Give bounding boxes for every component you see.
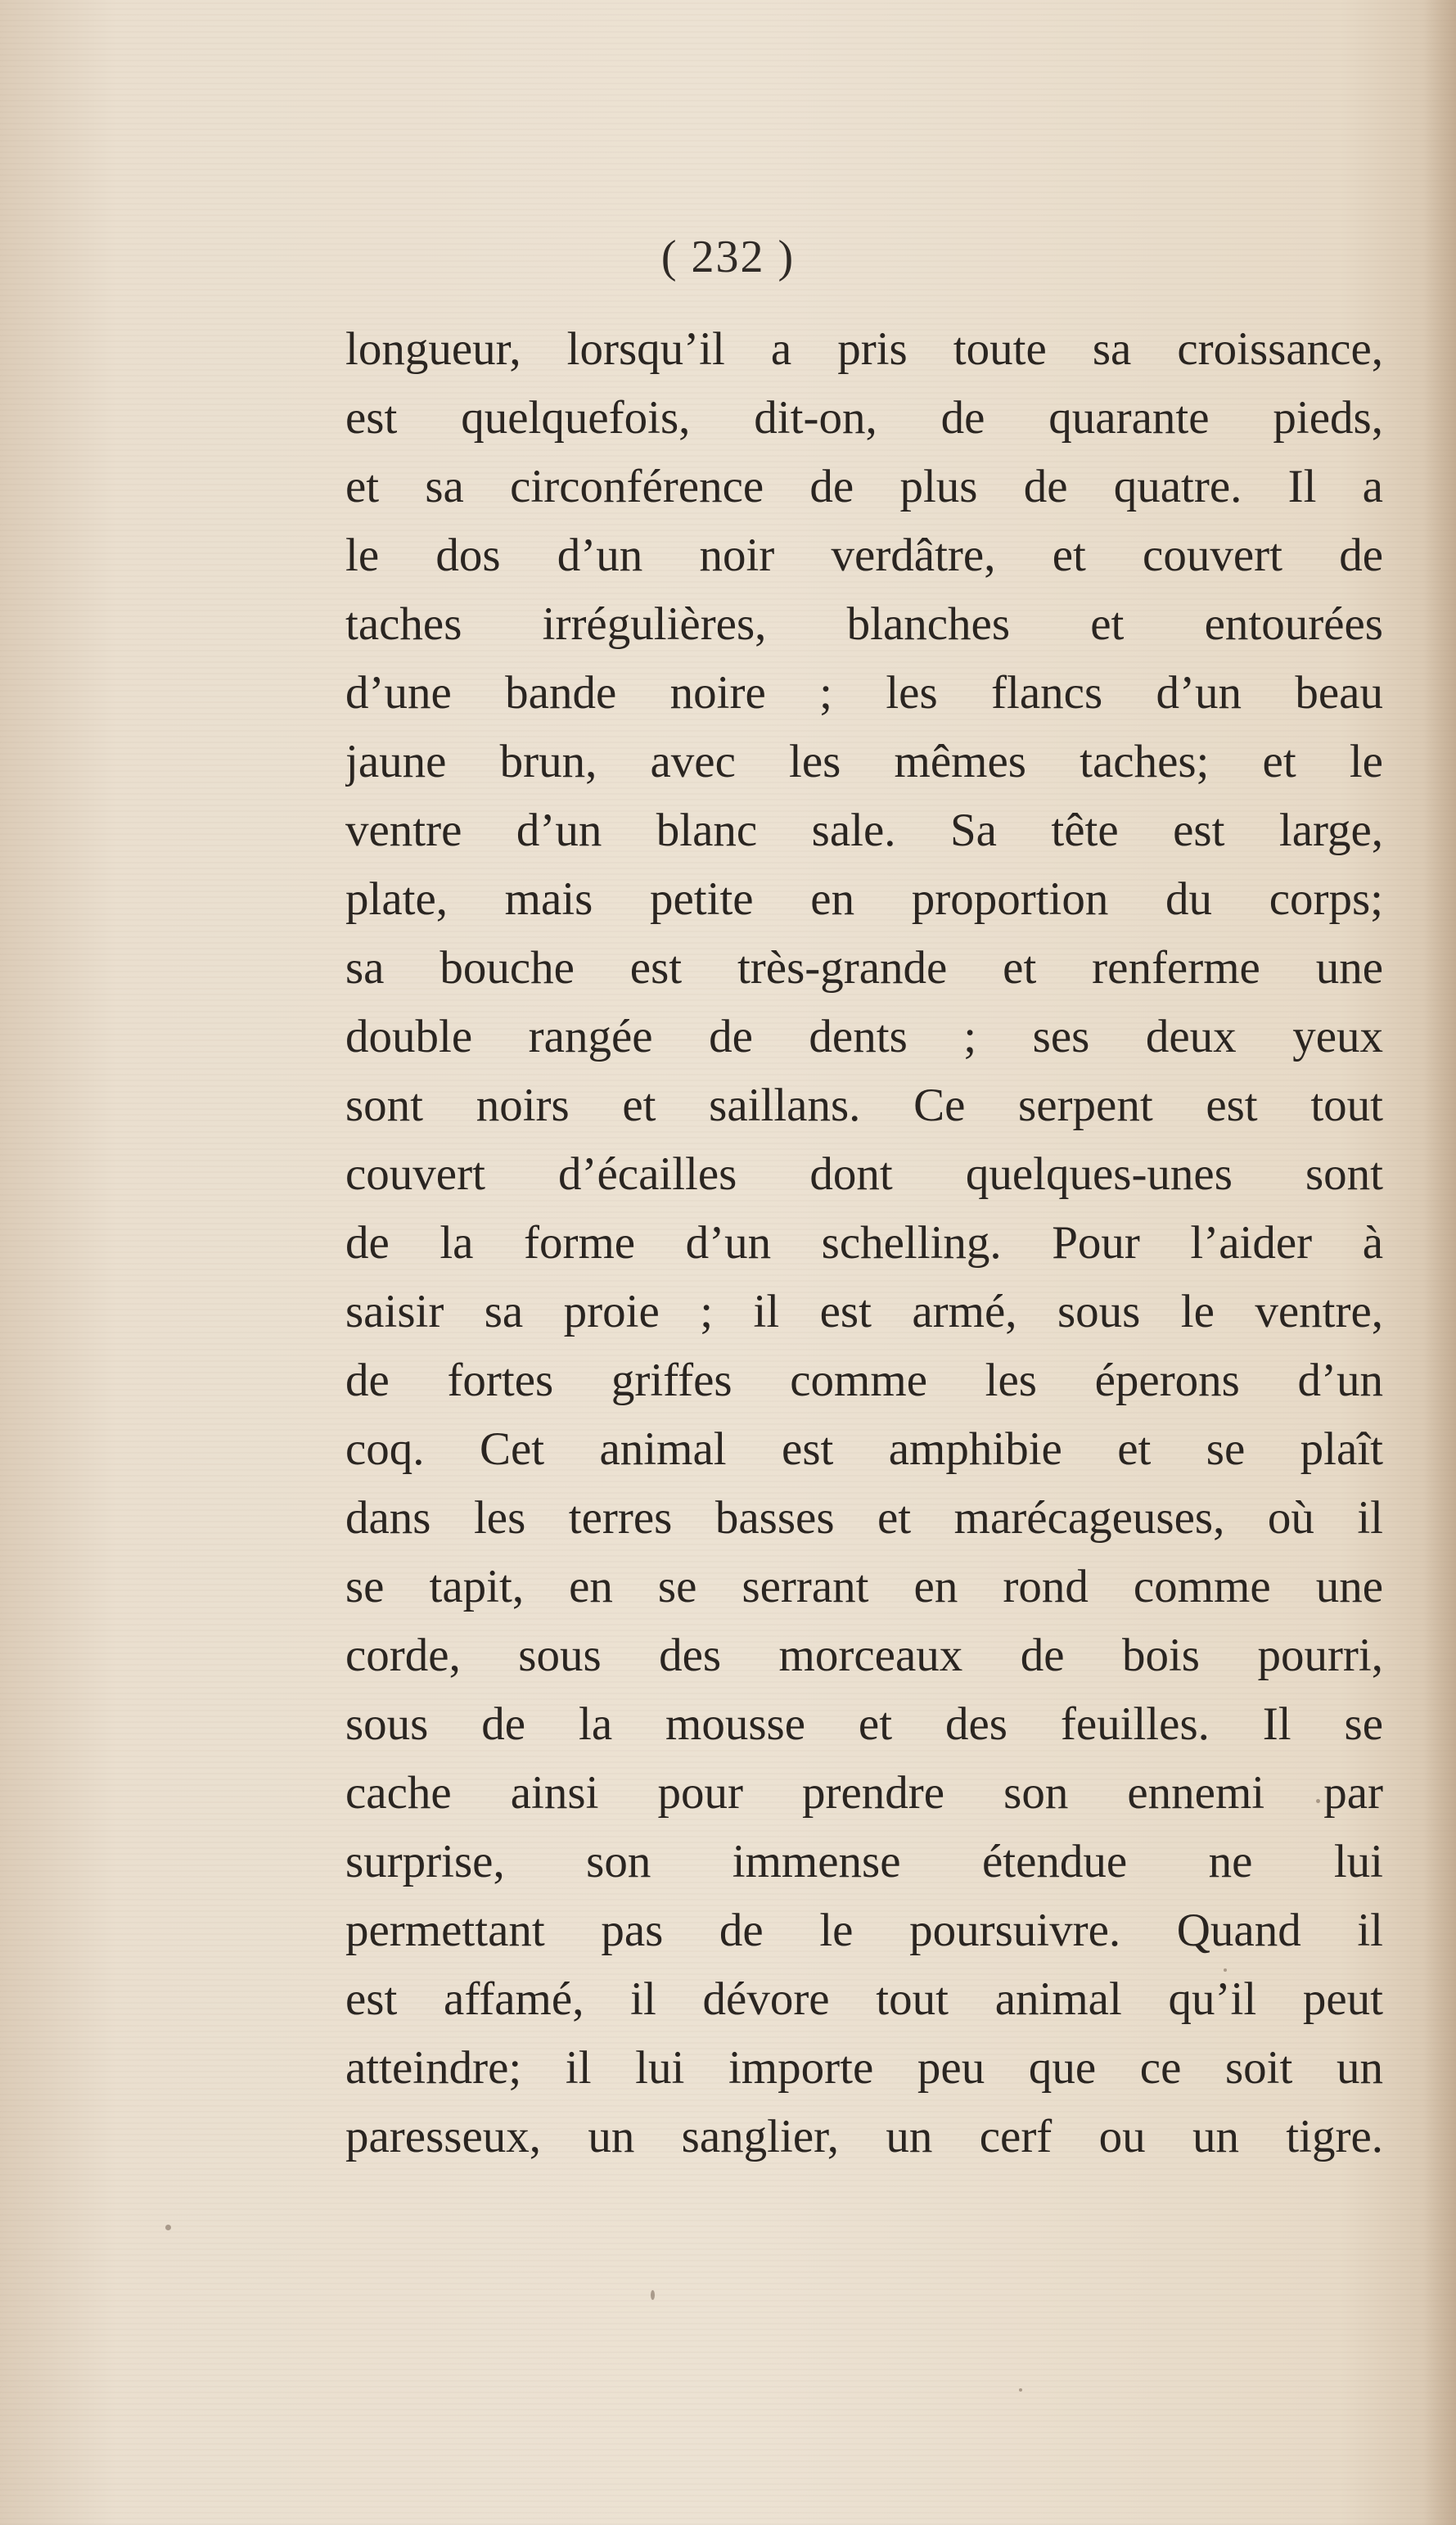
text-line: et sa circonférence de plus de quatre. Il a [345,461,1383,512]
text-line: permettant pas de le poursuivre. Quand il [345,1905,1383,1956]
paper-speck [651,2290,655,2300]
text-line: le dos d’un noir verdâtre, et couvert de [345,530,1383,581]
text-line: sont noirs et saillans. Ce serpent est tout [345,1080,1383,1131]
paper-speck [1316,1799,1320,1803]
text-line: couvert d’écailles dont quelques-unes sont [345,1148,1383,1200]
paper-speck [1019,2388,1022,2392]
page-number: ( 232 ) [660,232,796,282]
text-line: longueur, lorsqu’il a pris toute sa croissance, [345,323,1383,375]
text-line: double rangée de dents ; ses deux yeux [345,1011,1383,1062]
text-line: sous de la mousse et des feuilles. Il se [345,1698,1383,1750]
body-text [345,315,1383,2171]
text-line: cache ainsi pour prendre son ennemi par [345,1767,1383,1819]
text-line: est affamé, il dévore tout animal qu’il peut [345,1973,1383,2025]
paper-speck [1224,1968,1227,1972]
text-line: paresseux, un sanglier, un cerf ou un tigre. [345,2111,1383,2162]
text-line: d’une bande noire ; les flancs d’un beau [345,667,1383,719]
text-line: dans les terres basses et marécageuses, où il [345,1492,1383,1544]
text-line: de la forme d’un schelling. Pour l’aider à [345,1217,1383,1269]
text-line: jaune brun, avec les mêmes taches; et le [345,736,1383,787]
text-line: taches irrégulières, blanches et entourées [345,598,1383,650]
page-edge-shadow [1423,0,1456,2525]
text-line: plate, mais petite en proportion du corps; [345,873,1383,925]
text-line: de fortes griffes comme les éperons d’un [345,1355,1383,1406]
text-line: se tapit, en se serrant en rond comme une [345,1561,1383,1612]
text-line: est quelquefois, dit-on, de quarante pieds, [345,392,1383,444]
text-line: ventre d’un blanc sale. Sa tête est large, [345,805,1383,856]
text-line: surprise, son immense étendue ne lui [345,1836,1383,1887]
text-line: sa bouche est très-grande et renferme une [345,942,1383,994]
text-line: saisir sa proie ; il est armé, sous le ventre, [345,1286,1383,1337]
paper-speck [165,2225,171,2230]
text-line: corde, sous des morceaux de bois pourri, [345,1630,1383,1681]
text-line: coq. Cet animal est amphibie et se plaît [345,1423,1383,1475]
text-line: atteindre; il lui importe peu que ce soit un [345,2042,1383,2094]
